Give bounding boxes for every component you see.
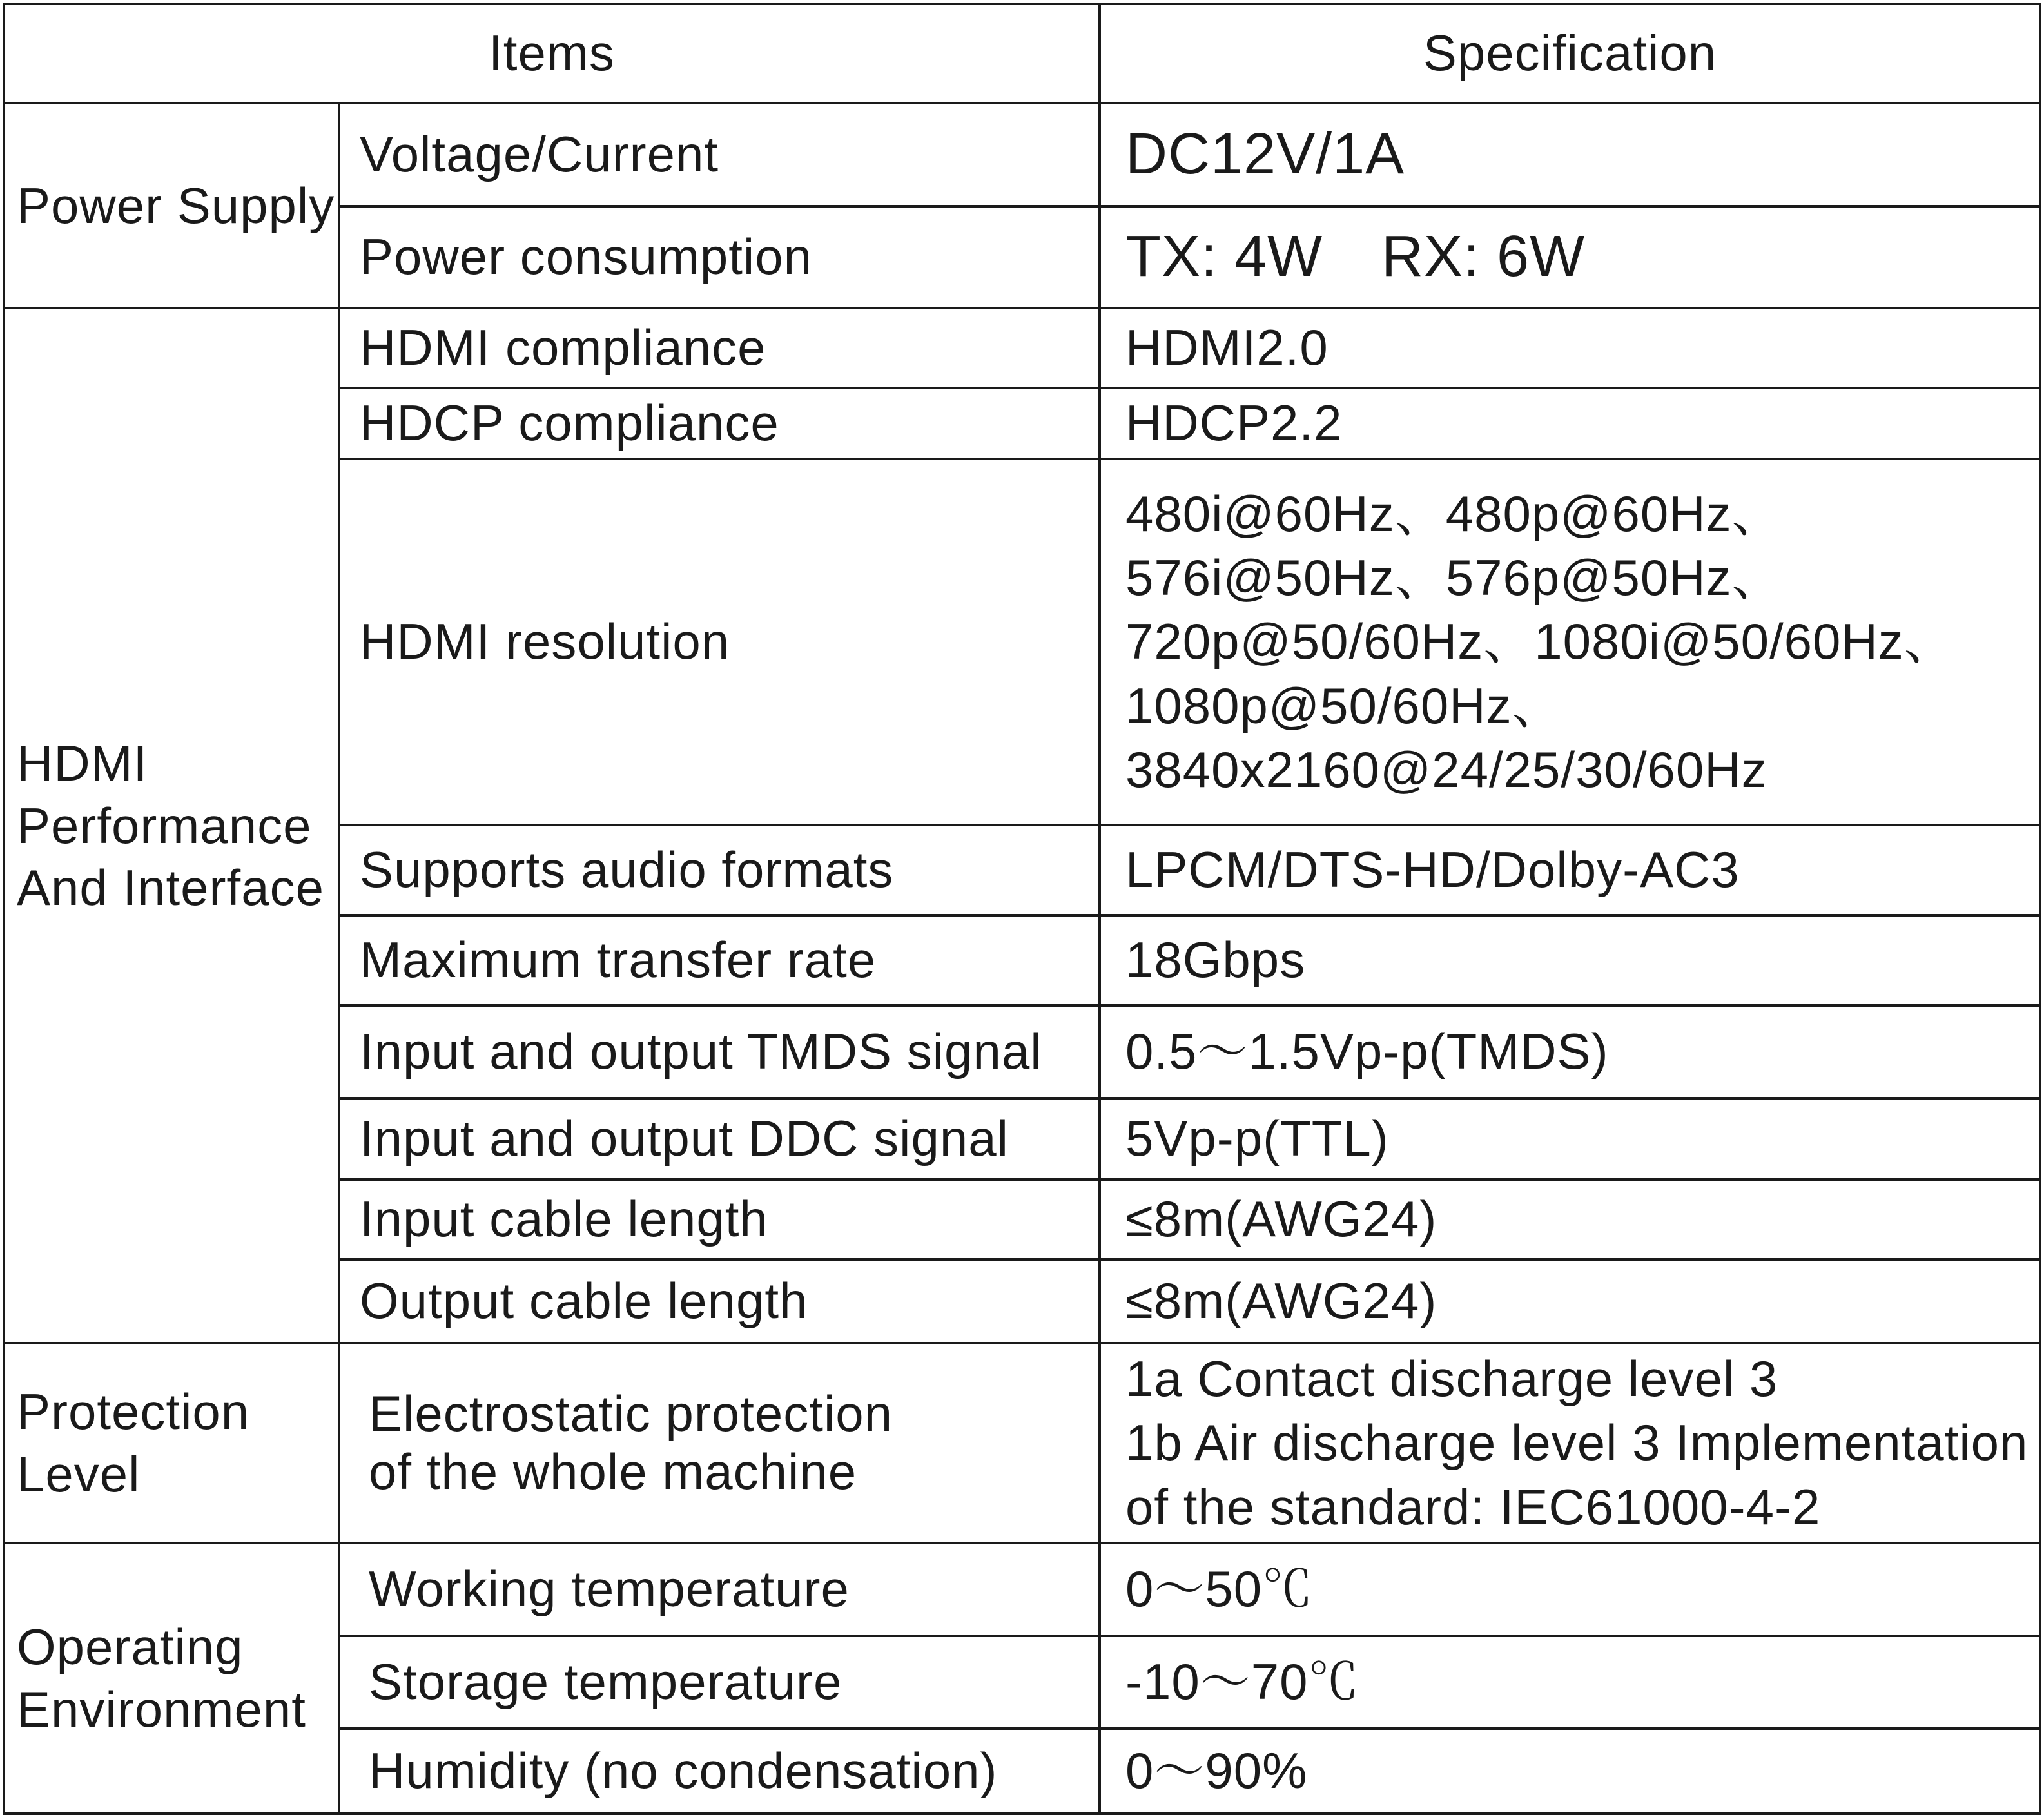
item-power-consumption: Power consumption xyxy=(339,206,1100,308)
resolution-line: 3840x2160@24/25/30/60Hz xyxy=(1125,741,1767,798)
spec-max-transfer-rate: 18Gbps xyxy=(1100,915,2040,1005)
resolution-line: 576i@50Hz、576p@50Hz、 xyxy=(1125,549,1783,607)
resolution-line: 480i@60Hz、480p@60Hz、 xyxy=(1125,485,1783,543)
group-protection-line: Level xyxy=(17,1446,141,1502)
group-operating-line: Environment xyxy=(17,1681,306,1738)
table-row xyxy=(4,103,2040,206)
resolution-line: 720p@50/60Hz、1080i@50/60Hz、 xyxy=(1125,613,1955,670)
spec-output-cable-length: ≤8m(AWG24) xyxy=(1100,1259,2040,1343)
group-protection-line: Protection xyxy=(17,1383,250,1441)
electrostatic-line: of the whole machine xyxy=(369,1443,857,1500)
group-hdmi-line: And Interface xyxy=(17,859,324,917)
spec-hdcp-compliance: HDCP2.2 xyxy=(1100,388,2040,459)
header-specification: Specification xyxy=(1100,4,2040,103)
header-row xyxy=(4,4,2040,103)
electrostatic-line: Electrostatic protection xyxy=(369,1385,893,1442)
spec-humidity: 0～90% xyxy=(1100,1729,2040,1814)
spec-power-consumption: TX: 4W RX: 6W xyxy=(1100,206,2040,308)
item-input-cable-length: Input cable length xyxy=(339,1179,1100,1259)
item-max-transfer-rate: Maximum transfer rate xyxy=(339,915,1100,1005)
item-humidity: Humidity (no condensation) xyxy=(339,1729,1100,1814)
item-output-cable-length: Output cable length xyxy=(339,1259,1100,1343)
group-operating-environment xyxy=(4,1543,339,1814)
spec-audio-formats: LPCM/DTS-HD/Dolby-AC3 xyxy=(1100,825,2040,915)
item-tmds-signal: Input and output TMDS signal xyxy=(339,1005,1100,1098)
group-hdmi-line: Performance xyxy=(17,797,312,854)
item-hdmi-resolution: HDMI resolution xyxy=(339,459,1100,825)
spec-voltage-current: DC12V/1A xyxy=(1100,103,2040,206)
resolution-line: 1080p@50/60Hz、 xyxy=(1125,677,1563,734)
item-ddc-signal: Input and output DDC signal xyxy=(339,1098,1100,1179)
electrostatic-spec-line: 1b Air discharge level 3 Implementation xyxy=(1125,1414,2029,1471)
item-storage-temperature: Storage temperature xyxy=(339,1636,1100,1729)
item-audio-formats: Supports audio formats xyxy=(339,825,1100,915)
item-working-temperature: Working temperature xyxy=(339,1543,1100,1636)
electrostatic-spec-line: of the standard: IEC61000-4-2 xyxy=(1125,1478,1821,1535)
item-hdcp-compliance: HDCP compliance xyxy=(339,388,1100,459)
spec-hdmi-compliance: HDMI2.0 xyxy=(1100,308,2040,388)
group-power-supply: Power Supply xyxy=(4,103,339,308)
spec-table xyxy=(3,3,2041,1815)
item-hdmi-compliance: HDMI compliance xyxy=(339,308,1100,388)
table-row xyxy=(4,308,2040,388)
item-electrostatic-protection xyxy=(339,1343,1100,1543)
table-row xyxy=(4,1343,2040,1543)
spec-hdmi-resolution xyxy=(1100,459,2040,825)
header-items: Items xyxy=(4,4,1100,103)
group-hdmi-line: HDMI xyxy=(17,734,148,791)
spec-storage-temperature: -10～70℃ xyxy=(1100,1636,2040,1729)
electrostatic-spec-line: 1a Contact discharge level 3 xyxy=(1125,1350,1778,1408)
spec-electrostatic-protection xyxy=(1100,1343,2040,1543)
group-operating-line: Operating xyxy=(17,1618,244,1676)
spec-working-temperature: 0～50℃ xyxy=(1100,1543,2040,1636)
spec-ddc-signal: 5Vp-p(TTL) xyxy=(1100,1098,2040,1179)
group-protection-level xyxy=(4,1343,339,1543)
item-voltage-current: Voltage/Current xyxy=(339,103,1100,206)
group-hdmi-performance xyxy=(4,308,339,1343)
spec-input-cable-length: ≤8m(AWG24) xyxy=(1100,1179,2040,1259)
spec-tmds-signal: 0.5～1.5Vp-p(TMDS) xyxy=(1100,1005,2040,1098)
table-row xyxy=(4,1543,2040,1636)
